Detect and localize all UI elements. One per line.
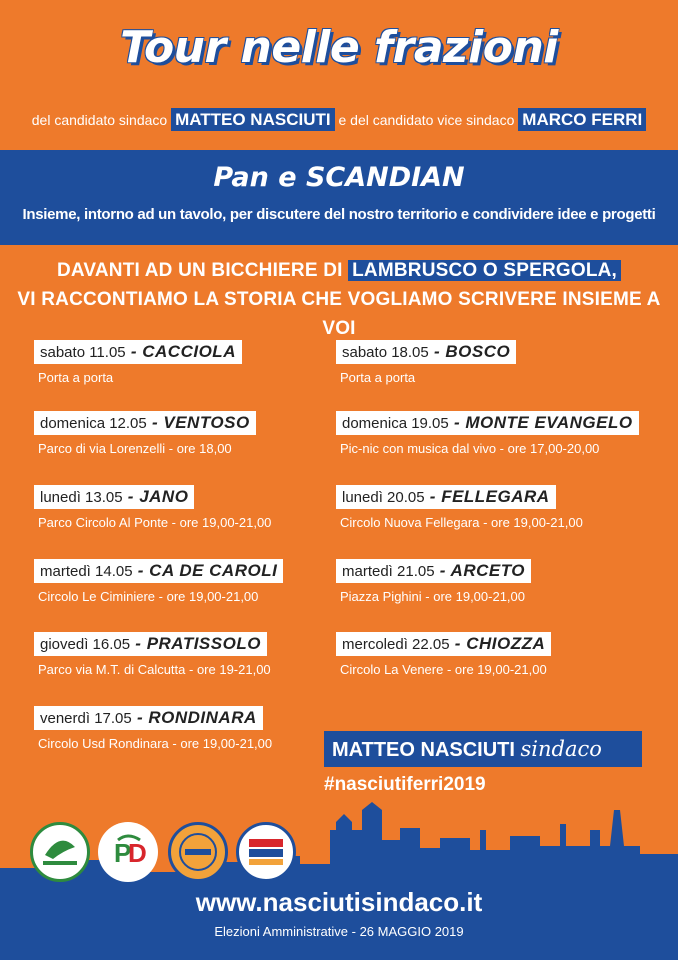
intro-line-2: VI RACCONTIAMO LA STORIA CHE VOGLIAMO SCRIVERE INSIEME A VOI	[17, 289, 661, 339]
event-item	[34, 485, 271, 530]
sub-prefix: del candidato sindaco	[31, 112, 168, 128]
page-title: Tour nelle frazioni	[120, 22, 558, 73]
candidate-name: MATTEO NASCIUTI	[332, 739, 515, 761]
event-date: martedì 21.05	[342, 563, 435, 580]
candidate-vice-name: MARCO FERRI	[518, 108, 646, 131]
event-date: lunedì 13.05	[40, 489, 123, 506]
event-item	[34, 340, 242, 385]
event-item	[34, 706, 272, 751]
event-heading	[336, 485, 556, 509]
event-place: JANO	[139, 487, 189, 506]
website-link[interactable]: www.nasciutisindaco.it	[195, 887, 483, 917]
event-date: venerdì 17.05	[40, 710, 132, 727]
event-heading	[34, 559, 283, 583]
frazioni-logo-icon	[168, 822, 228, 882]
event-separator: -	[131, 708, 149, 727]
event-date: sabato 18.05	[342, 344, 429, 361]
event-heading	[34, 632, 267, 656]
event-separator: -	[449, 634, 467, 653]
candidate-box	[324, 731, 642, 767]
event-heading	[34, 411, 256, 435]
event-detail: Circolo La Venere - ore 19,00-21,00	[340, 662, 547, 677]
event-heading	[336, 340, 516, 364]
event-subtitle: Insieme, intorno ad un tavolo, per discutere del nostro territorio e condividere idee e progetti	[22, 206, 656, 223]
event-detail: Circolo Usd Rondinara - ore 19,00-21,00	[38, 736, 273, 751]
event-place: FELLEGARA	[441, 487, 550, 506]
candidate-role: sindaco	[520, 737, 602, 761]
event-date: martedì 14.05	[40, 563, 133, 580]
event-item	[336, 485, 583, 530]
event-place: VENTOSO	[163, 413, 250, 432]
election-date: Elezioni Amministrative - 26 MAGGIO 2019	[214, 924, 464, 939]
event-heading	[34, 340, 242, 364]
svg-text:P: P	[114, 838, 132, 868]
event-item	[34, 559, 283, 604]
event-item	[336, 411, 639, 456]
candidate-mayor-name: MATTEO NASCIUTI	[171, 108, 335, 131]
event-detail: Circolo Nuova Fellegara - ore 19,00-21,00	[340, 515, 583, 530]
event-detail: Porta a porta	[38, 370, 114, 385]
event-separator: -	[434, 561, 451, 580]
pd-logo-icon	[98, 822, 158, 882]
event-separator: -	[448, 413, 466, 432]
intro-highlight: LAMBRUSCO O SPERGOLA,	[348, 260, 621, 281]
event-separator: -	[146, 413, 164, 432]
event-item	[336, 559, 531, 604]
event-heading	[34, 485, 194, 509]
svg-text:D: D	[128, 838, 147, 868]
event-separator: -	[428, 342, 446, 361]
event-separator: -	[125, 342, 143, 361]
event-separator: -	[122, 487, 140, 506]
event-detail: Porta a porta	[340, 370, 416, 385]
event-detail: Parco via M.T. di Calcutta - ore 19-21,00	[38, 662, 271, 677]
event-place: RONDINARA	[148, 708, 257, 727]
event-place: CA DE CAROLI	[149, 561, 278, 580]
intro-line1-prefix: DAVANTI AD UN BICCHIERE DI	[56, 260, 343, 281]
event-item	[34, 411, 256, 456]
hashtag: #nasciutiferri2019	[324, 774, 486, 795]
event-date: lunedì 20.05	[342, 489, 425, 506]
event-date: domenica 19.05	[342, 415, 449, 432]
event-item	[336, 340, 516, 385]
siamo-scandiano-logo-icon	[236, 822, 296, 882]
event-heading	[336, 411, 639, 435]
event-date: sabato 11.05	[40, 344, 126, 361]
event-place: CHIOZZA	[466, 634, 546, 653]
event-detail: Parco di via Lorenzelli - ore 18,00	[38, 441, 232, 456]
event-place: PRATISSOLO	[146, 634, 261, 653]
event-separator: -	[130, 634, 147, 653]
event-separator: -	[424, 487, 442, 506]
event-item	[34, 632, 271, 677]
event-date: domenica 12.05	[40, 415, 147, 432]
event-place: MONTE EVANGELO	[465, 413, 633, 432]
event-detail: Pic-nic con musica dal vivo - ore 17,00-20,00	[340, 441, 600, 456]
event-detail: Circolo Le Ciminiere - ore 19,00-21,00	[38, 589, 259, 604]
green-lab-logo-icon	[30, 822, 90, 882]
event-detail: Parco Circolo Al Ponte - ore 19,00-21,00	[38, 515, 272, 530]
event-detail: Piazza Pighini - ore 19,00-21,00	[340, 589, 526, 604]
event-separator: -	[132, 561, 150, 580]
event-heading	[34, 706, 263, 730]
sub-middle: e del candidato vice sindaco	[338, 112, 515, 128]
event-heading	[336, 632, 551, 656]
event-heading	[336, 559, 531, 583]
event-place: BOSCO	[445, 342, 511, 361]
event-place: CACCIOLA	[142, 342, 236, 361]
event-title: Pan e SCANDIAN	[213, 162, 465, 193]
event-date: mercoledì 22.05	[342, 636, 450, 653]
event-item	[336, 632, 551, 677]
event-place: ARCETO	[450, 561, 526, 580]
event-date: giovedì 16.05	[40, 636, 131, 653]
